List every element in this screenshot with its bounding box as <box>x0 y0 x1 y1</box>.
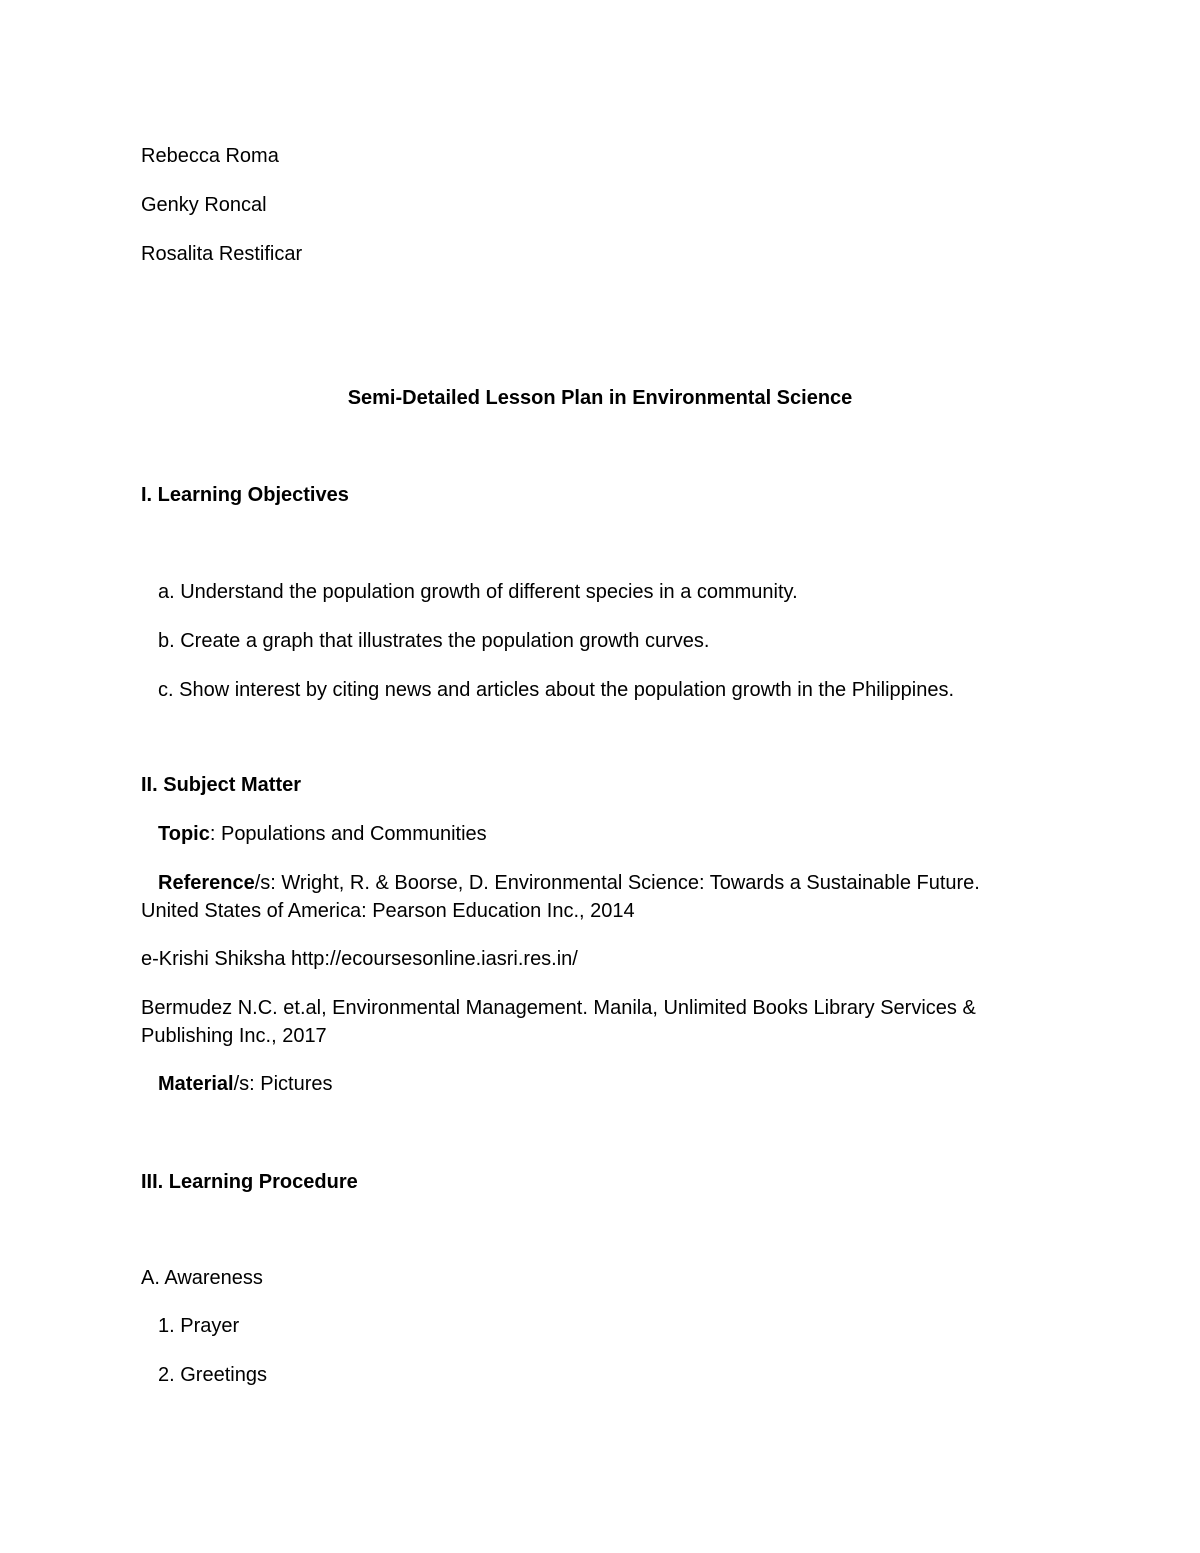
section-heading-subject-matter: II. Subject Matter <box>141 774 302 796</box>
material-line <box>158 1070 333 1098</box>
reference-line <box>158 869 980 897</box>
topic-line <box>158 820 487 848</box>
subheading-awareness: A. Awareness <box>141 1267 263 1289</box>
topic-label: Topic <box>158 823 210 845</box>
procedure-item: 2. Greetings <box>158 1364 267 1386</box>
author-name: Rebecca Roma <box>141 145 279 167</box>
procedure-item: 1. Prayer <box>158 1315 240 1337</box>
objective-item: a. Understand the population growth of different species in a community. <box>158 581 798 603</box>
reference-ekrishi: e-Krishi Shiksha http://ecoursesonline.iasri.res.in/ <box>141 948 578 970</box>
section-heading-procedure: III. Learning Procedure <box>141 1171 358 1193</box>
objective-item: b. Create a graph that illustrates the population growth curves. <box>158 630 710 652</box>
document-title: Semi-Detailed Lesson Plan in Environmental Science <box>347 387 853 409</box>
author-name: Rosalita Restificar <box>141 243 303 265</box>
material-label: Material <box>158 1073 234 1095</box>
objective-item: c. Show interest by citing news and articles about the population growth in the Philippines. <box>158 679 955 701</box>
author-name: Genky Roncal <box>141 194 267 216</box>
reference-line-continued: United States of America: Pearson Education Inc., 2014 <box>141 900 635 922</box>
reference-label: Reference <box>158 872 255 894</box>
reference-value: /s: Wright, R. & Boorse, D. Environmental Science: Towards a Sustainable Future. <box>254 872 980 894</box>
reference-bermudez: Bermudez N.C. et.al, Environmental Management. Manila, Unlimited Books Library Services & <box>141 997 976 1019</box>
section-heading-objectives: I. Learning Objectives <box>141 484 349 506</box>
material-value: /s: Pictures <box>233 1073 333 1095</box>
reference-bermudez-continued: Publishing Inc., 2017 <box>141 1025 327 1047</box>
topic-value: : Populations and Communities <box>209 823 487 845</box>
